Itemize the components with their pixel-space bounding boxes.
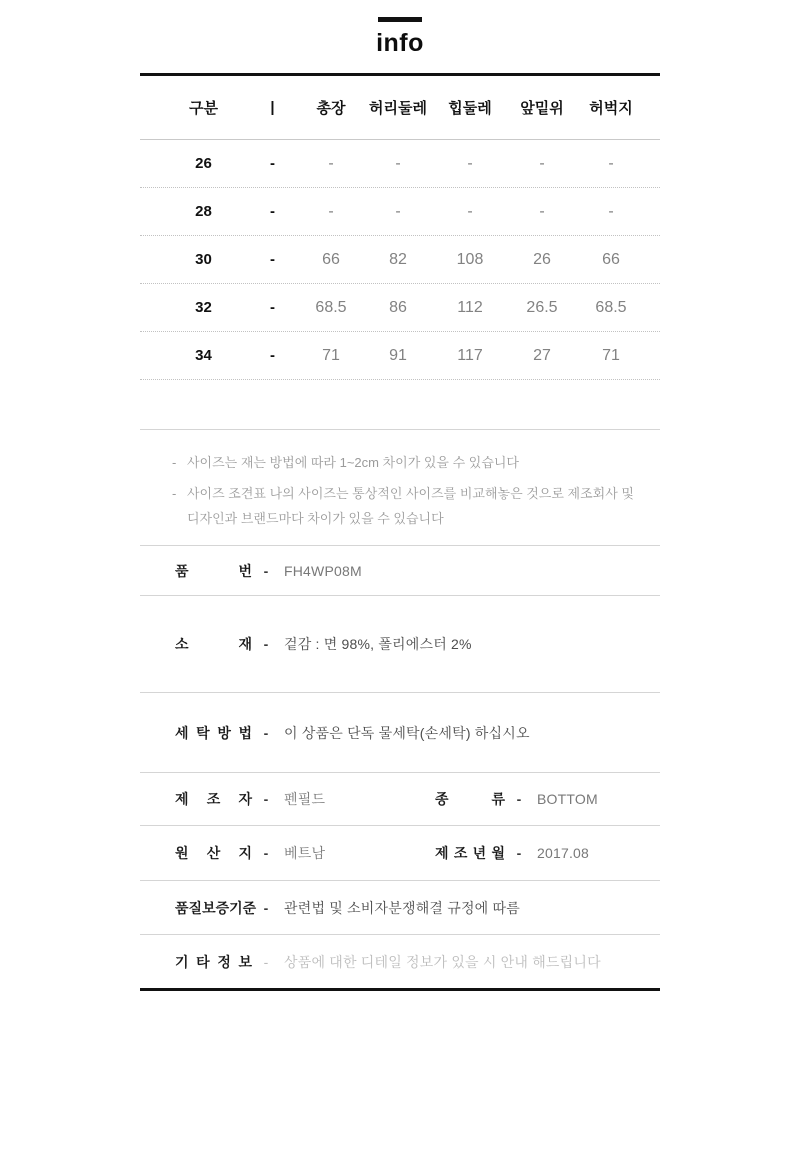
size-table-header-cell: 허리둘레 <box>369 100 427 117</box>
detail-value: 겉감 : 면 98%, 폴리에스터 2% <box>284 636 472 652</box>
size-label: 34 <box>195 347 212 364</box>
header-accent-bar <box>378 17 422 22</box>
size-table-header-cell: 허벅지 <box>589 100 633 117</box>
size-value-cell: 68.5 <box>315 298 347 316</box>
size-value-cell: - <box>328 154 334 172</box>
detail-row-material <box>140 596 660 693</box>
detail-value: FH4WP08M <box>284 562 362 579</box>
size-value-cell: 117 <box>457 346 483 364</box>
size-table-row <box>140 284 660 332</box>
size-value-cell: 86 <box>389 298 407 316</box>
detail-cell-manufacturer <box>175 789 435 809</box>
size-value-cell: - <box>395 202 401 220</box>
note-text: 사이즈 조견표 나의 사이즈는 통상적인 사이즈를 비교해놓은 것으로 제조회사 및 디자인과 브랜드마다 차이가 있을 수 있습니다 <box>187 486 634 526</box>
detail-label: 세 탁 방 법 <box>175 724 252 741</box>
size-value-cell: 68.5 <box>595 298 627 316</box>
note-text: 사이즈는 재는 방법에 따라 1~2cm 차이가 있을 수 있습니다 <box>187 455 519 470</box>
size-value-cell: - <box>539 154 545 172</box>
size-value-cell: 66 <box>322 250 340 268</box>
size-notes <box>140 430 660 545</box>
size-table-row <box>140 332 660 380</box>
size-value-cell: 71 <box>602 346 620 364</box>
label-dash: - <box>516 845 522 861</box>
detail-label: 제 조 년 월 <box>435 845 505 861</box>
label-dash: - <box>263 636 269 652</box>
size-value-cell: - <box>608 202 614 220</box>
detail-label: 기 타 정 보 <box>175 953 252 970</box>
size-label: 30 <box>195 251 212 268</box>
product-details <box>140 545 660 991</box>
detail-row-washing <box>140 693 660 773</box>
size-value-cell: 26 <box>533 250 551 268</box>
detail-value: BOTTOM <box>537 791 598 807</box>
detail-label: 품 질 보 증 기 준 <box>175 899 257 916</box>
detail-cell-manufacture-date <box>435 843 660 863</box>
detail-label: 종 류 <box>435 791 505 807</box>
detail-value: 관련법 및 소비자분쟁해결 규정에 따름 <box>284 899 520 916</box>
detail-row-quality-assurance <box>140 881 660 935</box>
detail-row-product-code <box>140 546 660 596</box>
size-value-cell: 108 <box>456 250 484 268</box>
size-table-header-cell: 앞밑위 <box>520 100 564 117</box>
page-title: info <box>376 29 424 57</box>
size-label: 28 <box>195 203 212 220</box>
size-value-cell: - <box>270 155 275 172</box>
size-value-cell: 27 <box>533 346 551 364</box>
detail-value: 베트남 <box>284 845 326 861</box>
detail-row-manufacturer-type <box>140 773 660 826</box>
detail-cell-origin <box>175 843 435 863</box>
label-dash: - <box>516 791 522 807</box>
size-value-cell: - <box>270 299 275 316</box>
size-value-cell: 112 <box>457 298 483 316</box>
size-table-row <box>140 140 660 188</box>
label-dash: - <box>263 791 269 807</box>
detail-value: 상품에 대한 디테일 정보가 있을 시 안내 해드립니다 <box>284 953 601 970</box>
detail-label: 소 재 <box>175 636 252 652</box>
note-bullet: - <box>172 486 177 501</box>
label-dash: - <box>263 562 269 579</box>
size-table-header-cell: 구분 <box>189 100 218 117</box>
size-value-cell: - <box>395 154 401 172</box>
size-label: 32 <box>195 299 212 316</box>
size-value-cell: - <box>270 347 275 364</box>
size-table-row <box>140 188 660 236</box>
label-dash: - <box>263 953 269 970</box>
label-dash: - <box>263 724 269 741</box>
size-table-header-cell: 힙둘레 <box>448 100 492 117</box>
size-value-cell: 26.5 <box>526 298 558 316</box>
size-value-cell: - <box>467 202 473 220</box>
size-table-header-row <box>140 76 660 140</box>
label-dash: - <box>263 899 269 916</box>
size-table <box>140 76 660 380</box>
detail-value: 2017.08 <box>537 845 590 861</box>
info-header <box>0 0 800 58</box>
label-dash: - <box>263 845 269 861</box>
size-value-cell: - <box>270 203 275 220</box>
detail-row-origin-date <box>140 826 660 881</box>
size-table-row <box>140 236 660 284</box>
note-bullet: - <box>172 455 177 470</box>
size-value-cell: - <box>328 202 334 220</box>
detail-value: 펜필드 <box>284 791 326 807</box>
detail-label: 원 산 지 <box>175 845 252 861</box>
detail-value: 이 상품은 단독 물세탁(손세탁) 하십시오 <box>284 724 530 741</box>
size-value-cell: - <box>608 154 614 172</box>
size-note <box>172 450 660 475</box>
size-note <box>172 481 660 531</box>
size-label: 26 <box>195 155 212 172</box>
size-value-cell: - <box>539 202 545 220</box>
detail-label: 제 조 자 <box>175 791 252 807</box>
detail-row-extra-info <box>140 935 660 988</box>
size-table-header-cell: | <box>270 99 275 116</box>
size-value-cell: 66 <box>602 250 620 268</box>
detail-label: 품 번 <box>175 562 252 579</box>
size-value-cell: 82 <box>389 250 407 268</box>
size-value-cell: - <box>467 154 473 172</box>
size-value-cell: 91 <box>389 346 407 364</box>
info-content <box>140 73 660 991</box>
size-value-cell: 71 <box>322 346 340 364</box>
detail-cell-type <box>435 789 660 809</box>
size-value-cell: - <box>270 251 275 268</box>
size-table-header-cell: 총장 <box>316 100 346 117</box>
